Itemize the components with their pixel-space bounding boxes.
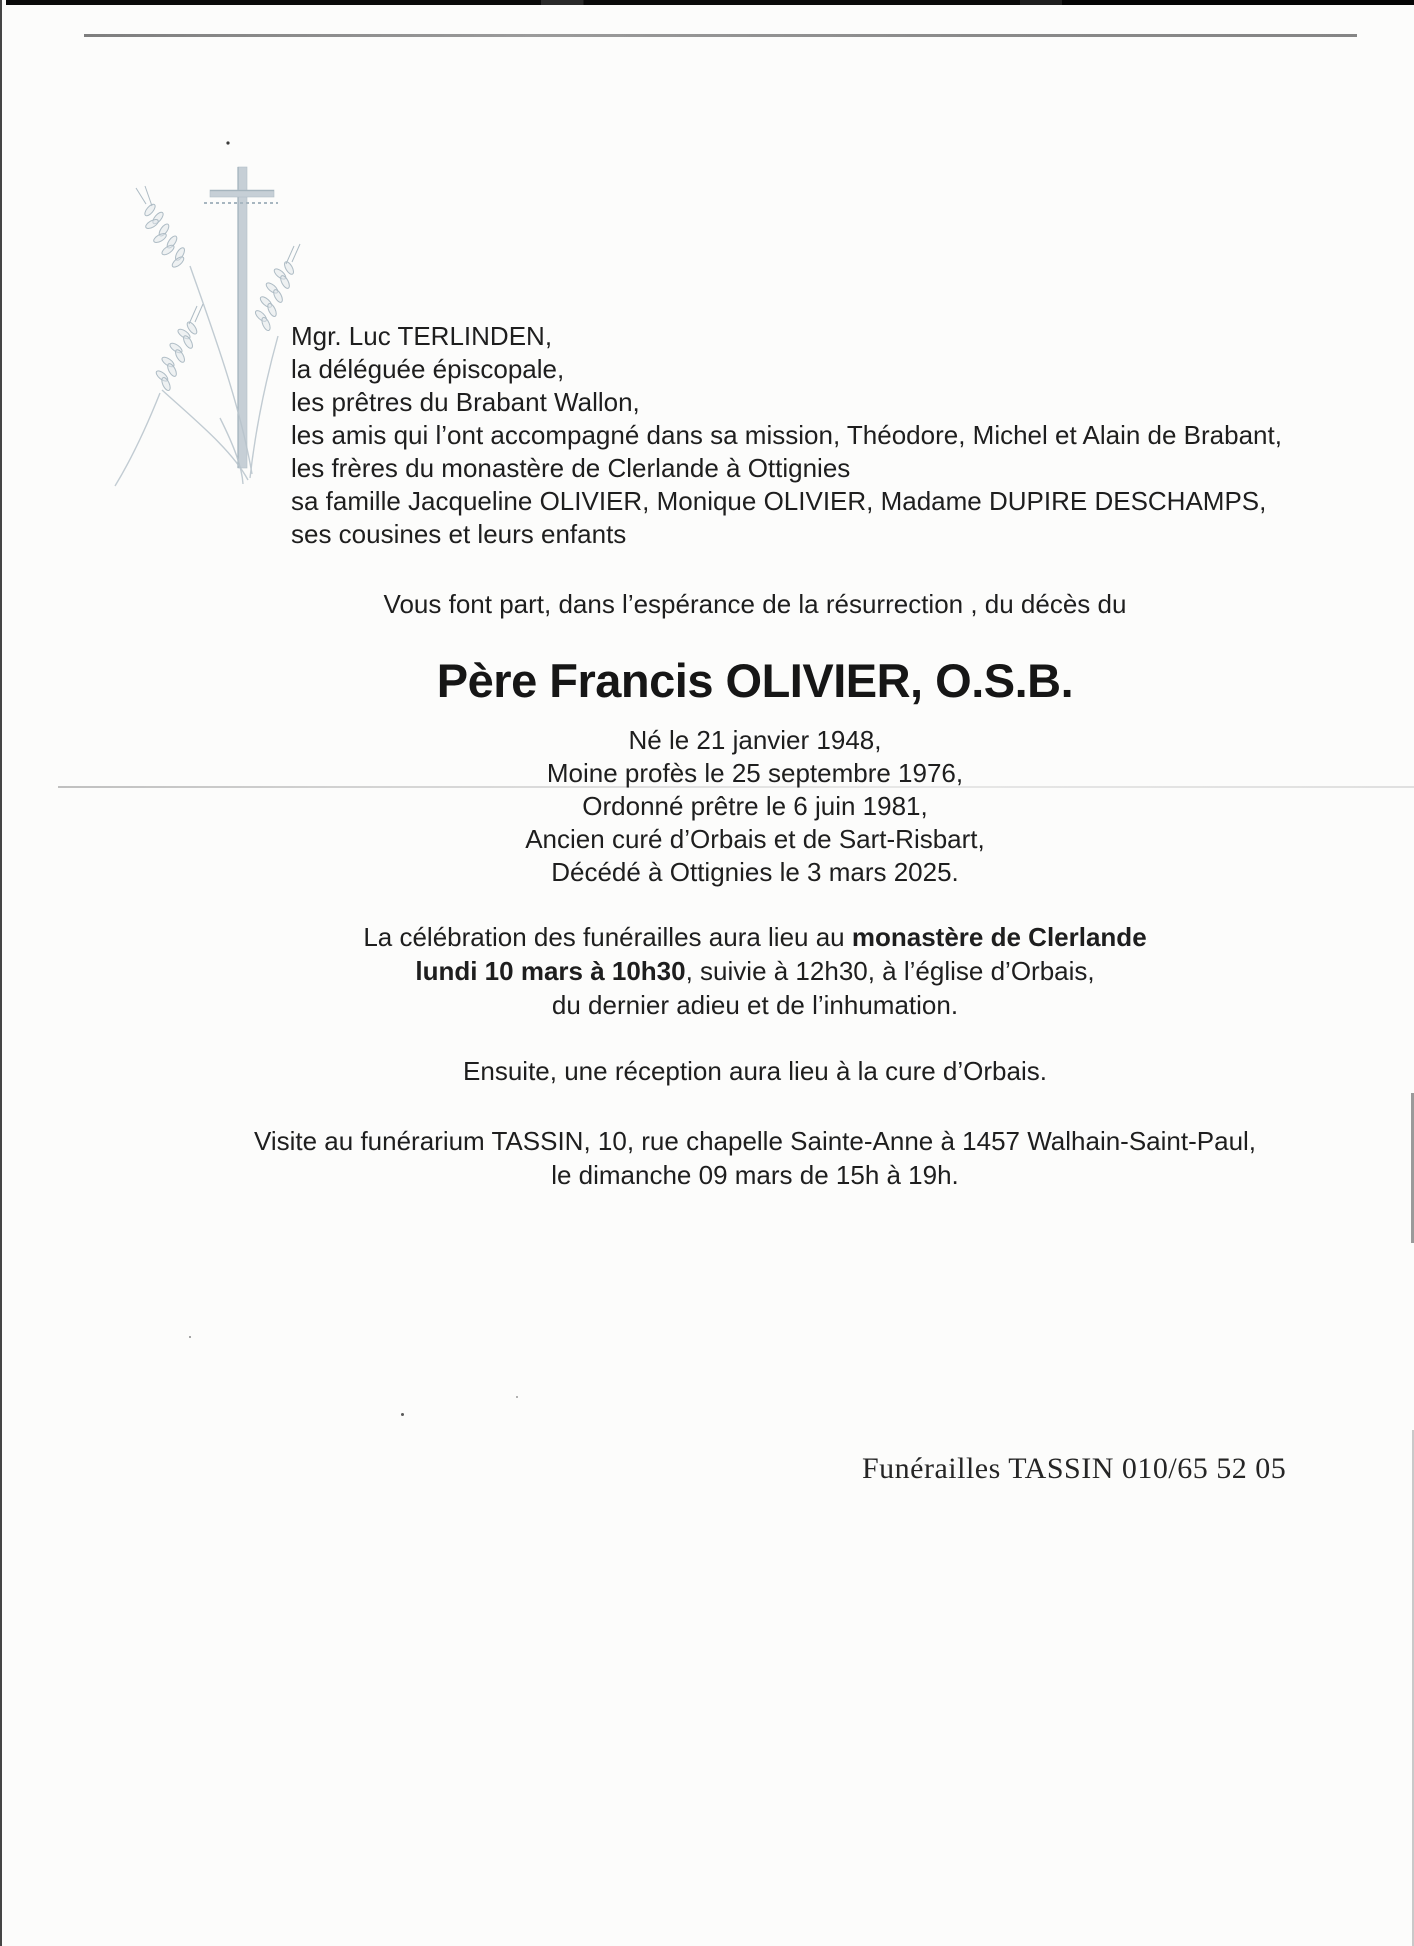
funeral-datetime-bold: lundi 10 mars à 10h30 xyxy=(415,956,686,986)
wheat-head xyxy=(254,244,300,332)
scan-top-edge-line xyxy=(6,0,1414,5)
funeral-home-signature: Funérailles TASSIN 010/65 52 05 xyxy=(862,1452,1287,1485)
funeral-line2-text: , suivie à 12h30, à l’église d’Orbais, xyxy=(685,956,1095,986)
life-events xyxy=(170,724,1340,889)
deceased-name: Père Francis OLIVIER, O.S.B. xyxy=(436,654,1074,707)
life-event-line: Né le 21 janvier 1948, xyxy=(628,725,882,755)
wheat-head xyxy=(136,186,186,269)
wheat-stems xyxy=(115,266,278,486)
funeral-line: du dernier adieu et de l’inhumation. xyxy=(551,990,959,1020)
funeral-line xyxy=(170,920,1340,954)
funeral-location-bold: monastère de Clerlande xyxy=(851,922,1147,952)
visitation-line: le dimanche 09 mars de 15h à 19h. xyxy=(551,1160,959,1190)
announcer-list xyxy=(291,320,1282,551)
scan-left-edge-line xyxy=(0,0,2,1946)
funeral-line1-text: La célébration des funérailles aura lieu au xyxy=(363,922,852,952)
wheat-head xyxy=(155,304,203,392)
announcer-line: les prêtres du Brabant Wallon, xyxy=(291,387,640,417)
visitation-details xyxy=(170,1124,1340,1192)
reception-note: Ensuite, une réception aura lieu à la cure d’Orbais. xyxy=(463,1056,1047,1086)
announcement-intro: Vous font part, dans l’espérance de la résurrection , du décès du xyxy=(383,589,1127,619)
scan-speck xyxy=(189,1336,191,1338)
funeral-line xyxy=(170,954,1340,988)
announcer-line: ses cousines et leurs enfants xyxy=(291,519,627,549)
funeral-details xyxy=(170,920,1340,1022)
cross-and-wheat-icon xyxy=(100,118,320,488)
visitation-line: Visite au funérarium TASSIN, 10, rue chapelle Sainte-Anne à 1457 Walhain-Saint-Paul, xyxy=(253,1126,1257,1156)
announcer-line: sa famille Jacqueline OLIVIER, Monique OLIVIER, Madame DUPIRE DESCHAMPS, xyxy=(291,486,1267,516)
life-event-line: Ordonné prêtre le 6 juin 1981, xyxy=(582,791,928,821)
life-event-line: Décédé à Ottignies le 3 mars 2025. xyxy=(551,857,959,887)
announcer-line: Mgr. Luc TERLINDEN, xyxy=(291,321,553,351)
life-event-line: Ancien curé d’Orbais et de Sart-Risbart, xyxy=(525,824,985,854)
announcer-line: la déléguée épiscopale, xyxy=(291,354,565,384)
announcer-line: les frères du monastère de Clerlande à Ottignies xyxy=(291,453,851,483)
announcer-line: les amis qui l’ont accompagné dans sa mission, Théodore, Michel et Alain de Brabant, xyxy=(291,420,1282,450)
scan-speck xyxy=(401,1413,404,1416)
scan-speck xyxy=(516,1396,518,1398)
life-event-line: Moine profès le 25 septembre 1976, xyxy=(546,758,964,788)
scan-gray-rule xyxy=(84,34,1357,37)
